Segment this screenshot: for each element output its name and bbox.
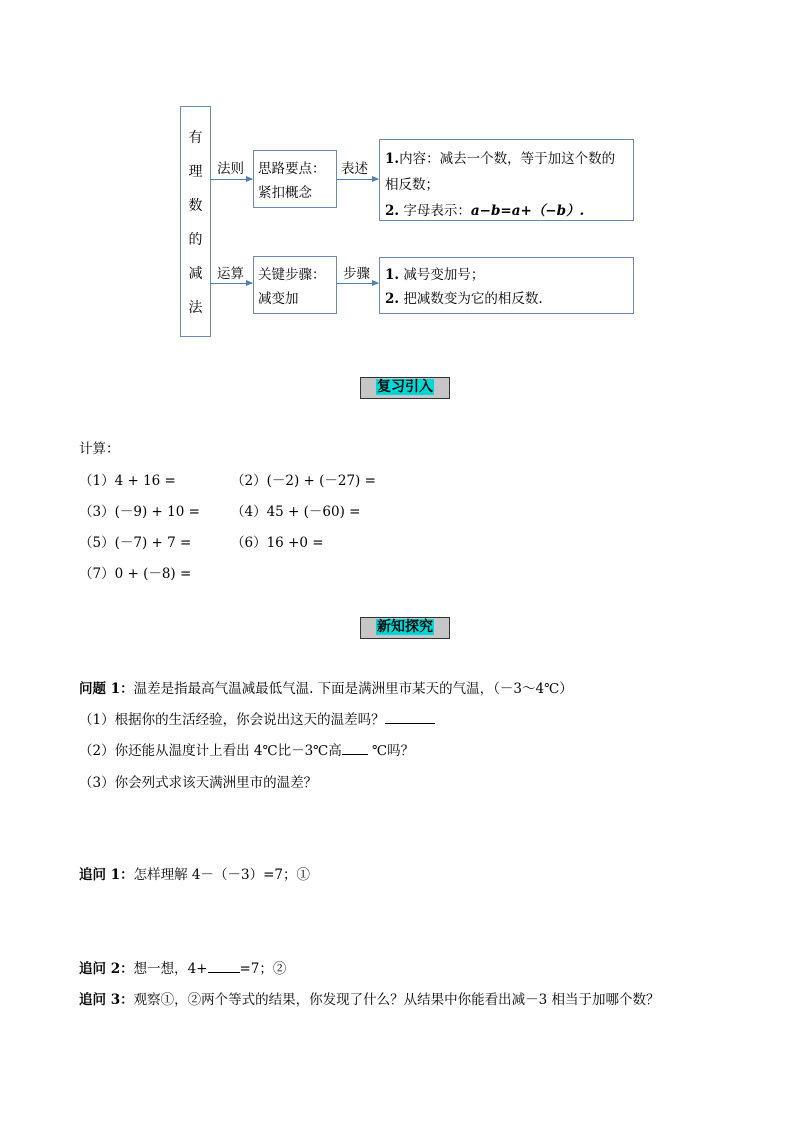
- title-char: 理: [188, 164, 203, 180]
- concept-box-line: 紧扣概念: [258, 185, 312, 201]
- calc-problem: （6）16 +0 =: [231, 535, 324, 551]
- rule-line-2: 相反数；: [385, 177, 439, 193]
- branch-label-law: 法则: [217, 161, 244, 177]
- question-1-sub-1: （1）根据你的生活经验，你会说出这天的温差吗？: [79, 708, 435, 728]
- arrow-law: [211, 179, 252, 180]
- formula: a−b=a+（−b）.: [470, 203, 585, 219]
- followup-1: 追问 1：怎样理解 4－（－3）=7；①: [79, 867, 310, 883]
- arrow-operation: [211, 283, 252, 284]
- title-char: 法: [188, 300, 203, 316]
- steps-content-box: [379, 257, 634, 314]
- answer-blank[interactable]: [342, 742, 368, 755]
- calc-problem: （7）0 + (－8) =: [79, 566, 192, 582]
- followup-3: 追问 3：观察①，②两个等式的结果，你发现了什么？从结果中你能看出减－3 相当于加哪个数？: [79, 992, 660, 1008]
- calc-heading: 计算：: [79, 441, 120, 457]
- question-1-sub-3: （3）你会列式求该天满洲里市的温差？: [79, 775, 318, 791]
- title-char: 数: [188, 198, 203, 214]
- calc-problem: （4）45 + (－60) =: [231, 504, 361, 520]
- answer-blank[interactable]: [385, 711, 435, 724]
- arrow-steps: [337, 283, 378, 284]
- followup-2: 追问 2：想一想，4+ =7；②: [79, 961, 287, 977]
- question-1-sub-2: （2）你还能从温度计上看出 4℃比－3℃高 ℃吗？: [79, 743, 415, 759]
- calc-problem: （3）(－9) + 10 =: [79, 504, 200, 520]
- vertical-title-box: [180, 106, 211, 337]
- steps-box-line: 关键步骤：: [258, 267, 326, 283]
- title-char: 减: [188, 266, 203, 282]
- section-title-review: 复习引入: [360, 377, 450, 399]
- branch-label-operation: 运算: [217, 266, 244, 282]
- question-1: 问题 1：温差是指最高气温减最低气温. 下面是满洲里市某天的气温，（－3～4℃）: [79, 681, 573, 697]
- arrow-express: [337, 179, 378, 180]
- rule-content-box: [379, 139, 634, 221]
- steps-box-line: 减变加: [258, 291, 299, 307]
- step-line-2: 2. 把减数变为它的相反数.: [385, 291, 543, 307]
- calc-problem: （5）(－7) + 7 =: [79, 535, 192, 551]
- concept-box-line: 思路要点：: [258, 161, 326, 177]
- rule-line-3: 2. 字母表示：a−b=a+（−b）.: [385, 203, 585, 219]
- title-char: 的: [188, 232, 203, 248]
- calc-problem: （2）(－2) + (－27) =: [231, 473, 376, 489]
- steps-box: [253, 256, 337, 314]
- arrow-label-express: 表述: [341, 161, 368, 177]
- answer-blank[interactable]: [208, 960, 240, 973]
- section-title-explore: 新知探究: [360, 617, 450, 639]
- title-char: 有: [188, 130, 203, 146]
- arrow-label-steps: 步骤: [343, 266, 370, 282]
- rule-line-1: 1.内容：减去一个数，等于加这个数的: [385, 151, 616, 167]
- calc-problem: （1）4 + 16 =: [79, 473, 176, 489]
- concept-box: [253, 150, 337, 208]
- step-line-1: 1. 减号变加号；: [385, 267, 485, 283]
